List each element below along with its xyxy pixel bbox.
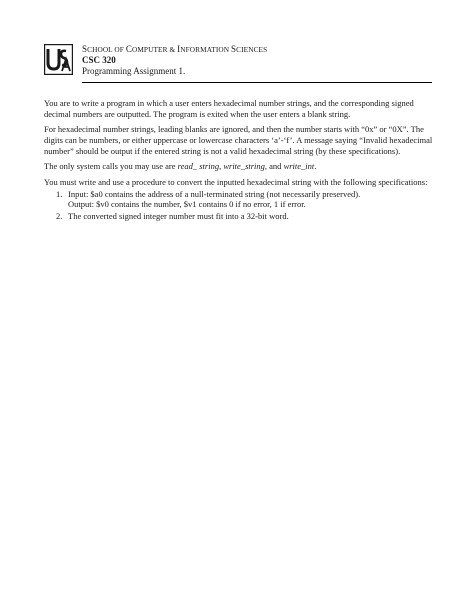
header-text	[82, 44, 442, 77]
syscall-write-int: write_int	[283, 161, 315, 172]
school-name: SCHOOL OF COMPUTER & INFORMATION SCIENCES	[82, 44, 268, 54]
syscall-read-string: read_ string	[177, 161, 220, 172]
intro-paragraph: You are to write a program in which a user enters hexadecimal number strings, and the corresponding signed decimal numbers are outputted. The program is exited when the user enters a blank string.	[44, 98, 414, 119]
header-divider	[82, 82, 432, 83]
assignment-title: Programming Assignment 1.	[82, 66, 186, 76]
document-header	[44, 44, 444, 80]
syscalls-paragraph: The only system calls you may use are read_ string, write_string, and write_int.	[44, 161, 317, 172]
course-code: CSC 320	[82, 55, 116, 65]
list-item: 2. The converted signed integer number must fit into a 32-bit word.	[56, 210, 289, 221]
procedure-paragraph: You must write and use a procedure to convert the inputted hexadecimal string with the following specifications:	[44, 177, 428, 188]
spec-list	[44, 189, 436, 222]
format-paragraph: For hexadecimal number strings, leading blanks are ignored, and then the number starts with “0x” or “0X”. The digits can be numbers, or either uppercase or lowercase characters ‘a’-‘f’. A message saying “Invalid hexadecimal number” should be output if the entered string is not a valid hexadecimal string (by these specifications).	[44, 124, 433, 156]
university-logo	[44, 44, 73, 75]
document-body	[44, 98, 436, 223]
list-item: 1. Input: $a0 contains the address of a null-terminated string (not necessarily preserved). Output: $v0 contains the number, $v1 contains 0 if no error, 1 if error.	[56, 188, 361, 210]
syscall-write-string: write_string	[223, 161, 265, 172]
